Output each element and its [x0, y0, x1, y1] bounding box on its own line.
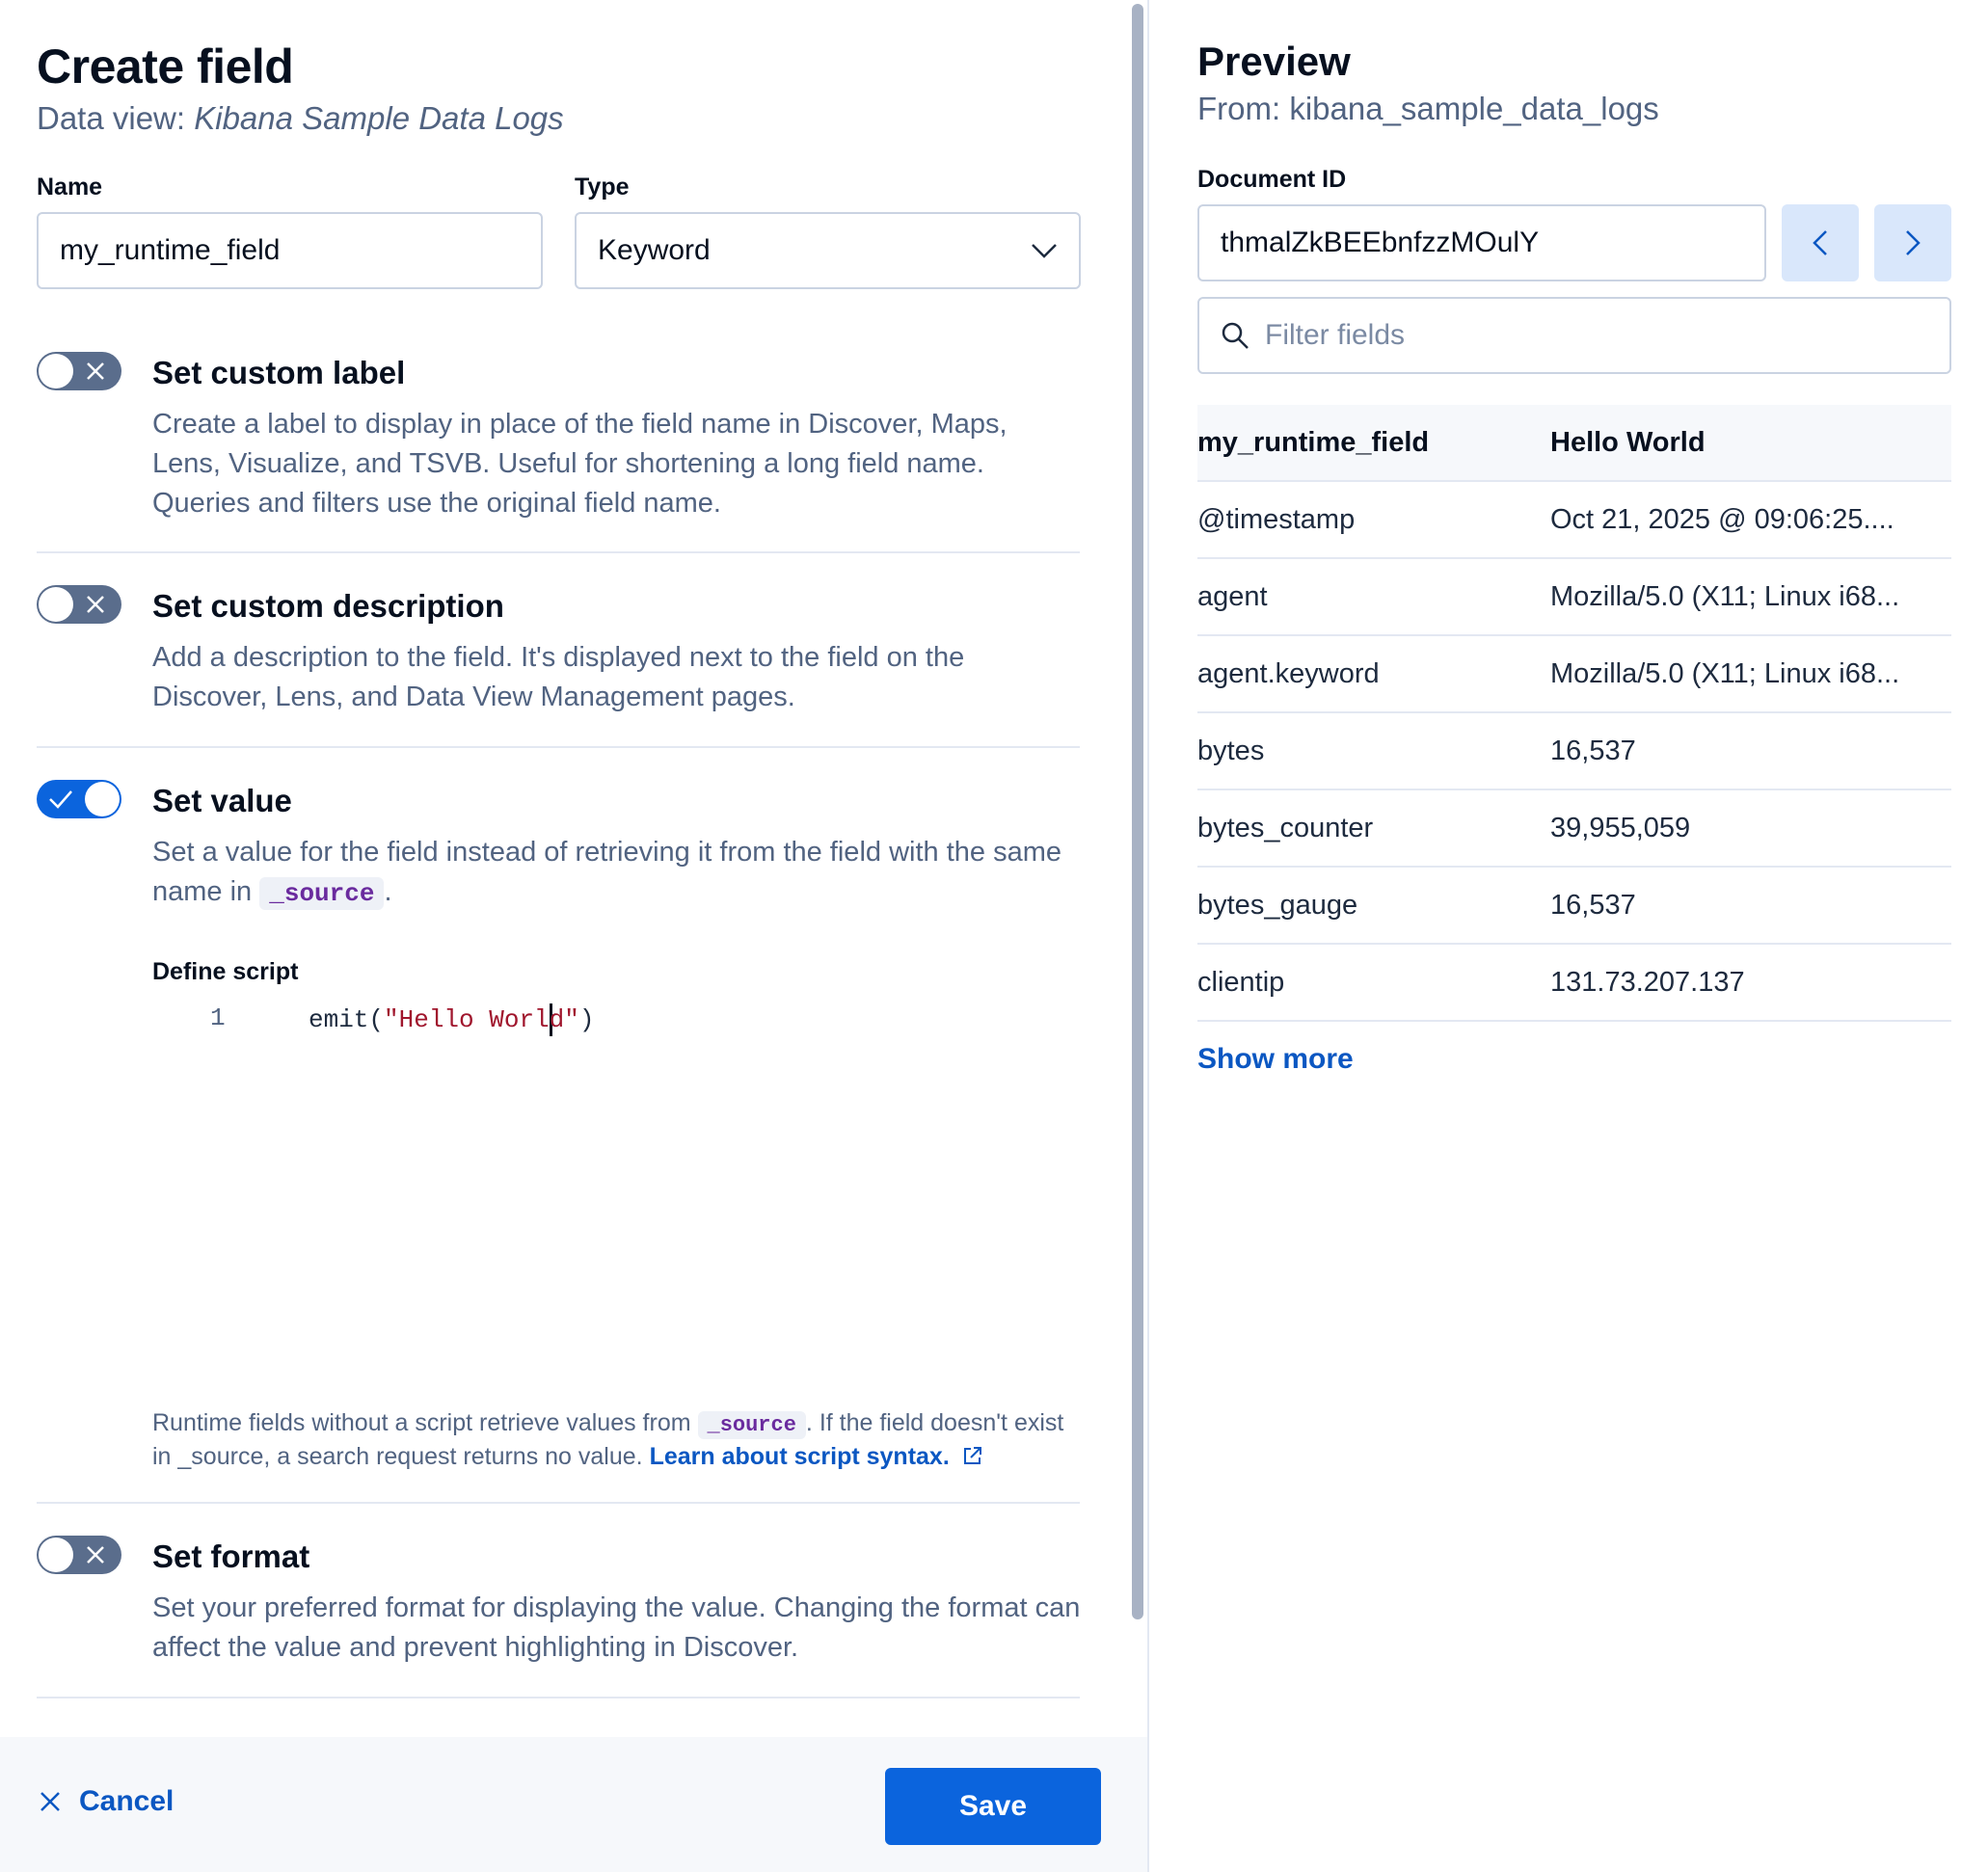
field-name: bytes_gauge [1197, 889, 1358, 921]
script-syntax-link-label: Learn about script syntax. [649, 1443, 950, 1470]
preview-subtitle: From: kibana_sample_data_logs [1197, 91, 1659, 126]
type-select-value: Keyword [598, 234, 711, 266]
field-value: Mozilla/5.0 (X11; Linux i68... [1550, 580, 1900, 612]
custom-description-title: Set custom description [152, 588, 504, 624]
field-value: 39,955,059 [1550, 812, 1691, 843]
table-row [1197, 713, 1951, 790]
preview-panel [1147, 0, 1988, 1872]
chevron-down-icon [1031, 242, 1058, 259]
set-value-toggle[interactable] [37, 780, 121, 818]
table-row [1197, 482, 1951, 559]
show-more-link[interactable]: Show more [1197, 1043, 1354, 1075]
filter-fields-box[interactable] [1197, 297, 1951, 374]
custom-description-toggle[interactable] [37, 585, 121, 624]
field-name: bytes_counter [1197, 812, 1374, 843]
previous-document-button[interactable] [1782, 204, 1859, 281]
name-input[interactable] [37, 212, 543, 289]
table-row [1197, 945, 1951, 1022]
section-divider [37, 1697, 1080, 1698]
source-code-tag: _source [259, 877, 384, 910]
define-script-label: Define script [152, 958, 299, 985]
custom-description-description: Add a description to the field. It's displayed next to the field on the Discover, Lens, and Data View Management pages. [152, 642, 965, 712]
next-document-button[interactable] [1874, 204, 1951, 281]
field-value: Hello World [1550, 426, 1706, 458]
table-row [1197, 790, 1951, 868]
field-name: clientip [1197, 966, 1285, 998]
table-row [1197, 559, 1951, 636]
line-number: 1 [210, 1003, 226, 1032]
toggle-knob [85, 782, 120, 816]
custom-label-toggle[interactable] [37, 352, 121, 390]
set-format-title: Set format [152, 1538, 310, 1574]
section-divider [37, 551, 1080, 553]
preview-fields-table [1197, 405, 1951, 1022]
check-icon [48, 789, 73, 810]
chevron-left-icon [1812, 229, 1829, 256]
set-value-description [152, 833, 1078, 914]
name-label: Name [37, 174, 103, 201]
code-close: ) [578, 1004, 595, 1034]
code-line [309, 1003, 594, 1036]
type-select[interactable] [575, 212, 1081, 289]
table-row [1197, 636, 1951, 713]
field-name: agent.keyword [1197, 657, 1380, 689]
field-value: 16,537 [1550, 889, 1636, 921]
flyout-footer [0, 1737, 1147, 1872]
field-value: Oct 21, 2025 @ 09:06:25.... [1550, 503, 1894, 535]
script-editor[interactable] [152, 991, 1080, 1405]
section-divider [37, 746, 1080, 748]
toggle-knob [39, 354, 73, 388]
code-string-end: d" [549, 1004, 579, 1034]
field-value: 131.73.207.137 [1550, 966, 1745, 998]
filter-fields-input[interactable] [1265, 319, 1921, 352]
section-divider [37, 1502, 1080, 1504]
set-value-description-text: Set a value for the field instead of retrieving it from the field with the same name in [152, 837, 1061, 907]
close-icon [39, 1790, 62, 1813]
field-name: my_runtime_field [1197, 426, 1430, 458]
script-help-text [152, 1407, 1078, 1473]
code-string-start: "Hello Worl [384, 1004, 550, 1034]
toggle-knob [39, 587, 73, 622]
field-value: Mozilla/5.0 (X11; Linux i68... [1550, 657, 1900, 689]
cancel-button[interactable] [39, 1785, 174, 1818]
field-value: 16,537 [1550, 735, 1636, 766]
script-syntax-link[interactable] [650, 1443, 983, 1470]
cancel-label: Cancel [79, 1785, 175, 1817]
custom-label-title: Set custom label [152, 355, 406, 390]
subtitle-prefix: Data view: [37, 100, 195, 136]
field-name: bytes [1197, 735, 1265, 766]
field-name: agent [1197, 580, 1268, 612]
page-title: Create field [37, 40, 294, 94]
cross-icon [85, 594, 106, 615]
document-id-input[interactable] [1197, 204, 1766, 281]
external-link-icon [962, 1445, 983, 1466]
help-text-start: Runtime fields without a script retrieve values from [152, 1409, 691, 1436]
cross-icon [85, 361, 106, 382]
save-button[interactable]: Save [885, 1768, 1101, 1845]
source-code-tag: _source [698, 1411, 806, 1439]
type-label: Type [575, 174, 630, 201]
set-format-toggle[interactable] [37, 1536, 121, 1574]
set-format-description: Set your preferred format for displaying the value. Changing the format can affect the value and prevent highlighting in Discover. [152, 1592, 1081, 1663]
editor-panel-scrollbar-thumb[interactable] [1132, 4, 1143, 1619]
data-view-subtitle [37, 100, 564, 137]
field-name: @timestamp [1197, 503, 1356, 535]
set-value-title: Set value [152, 783, 292, 818]
search-icon [1221, 321, 1249, 350]
chevron-right-icon [1904, 229, 1921, 256]
table-row [1197, 868, 1951, 945]
code-call: emit( [309, 1004, 385, 1034]
help-text-end: . If the field doesn't exist in _source, a search request returns no value. [152, 1409, 1064, 1470]
cross-icon [85, 1544, 106, 1565]
toggle-knob [39, 1538, 73, 1572]
data-view-name: Kibana Sample Data Logs [194, 100, 564, 136]
custom-label-description: Create a label to display in place of the field name in Discover, Maps, Lens, Visualize, and TSVB. Useful for shortening a long field name. Queries and filters use the original field name. [152, 409, 1007, 519]
preview-title: Preview [1197, 39, 1351, 84]
table-row [1197, 405, 1951, 482]
set-value-description-end: . [384, 876, 392, 907]
document-id-label: Document ID [1197, 166, 1347, 193]
